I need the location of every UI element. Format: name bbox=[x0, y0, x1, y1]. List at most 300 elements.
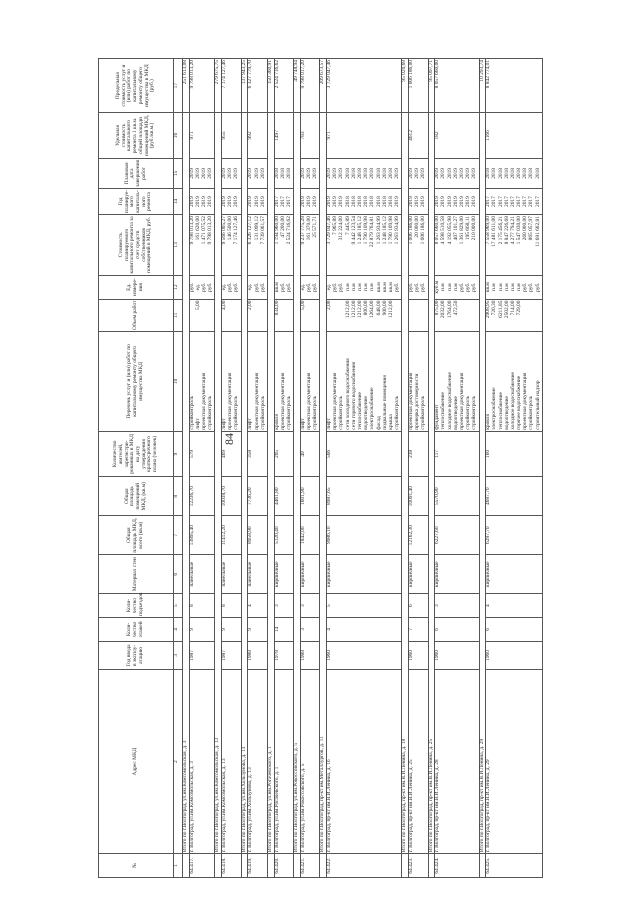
repair-year-line: 2019 bbox=[233, 196, 240, 207]
work-cost-line: 1 006 186,00 bbox=[420, 216, 427, 245]
completion-year-line: 2018 bbox=[522, 168, 529, 179]
work-type-line: сети холодного водоснабжения bbox=[344, 358, 351, 430]
floors: 4 bbox=[327, 618, 402, 642]
repair-year-line: 2017 bbox=[534, 196, 541, 207]
work-cost bbox=[327, 215, 402, 276]
address: г. Волгоград, пр-кт им.В.И.Ленина, д. 25 bbox=[408, 670, 428, 854]
work-unit-line: п.м bbox=[344, 283, 351, 291]
work-cost-line: 1 361 829,00 bbox=[458, 216, 465, 245]
entrances: 4 bbox=[248, 594, 268, 618]
work-type-line: лифт bbox=[247, 418, 254, 430]
address: г. Волгоград, ул.им.Рогачевского, д. 1 bbox=[274, 670, 294, 854]
repair-year bbox=[248, 189, 268, 215]
work-type-line: стройконтроль bbox=[528, 395, 535, 430]
completion-year-line: 2018 bbox=[375, 168, 382, 179]
completion-year-line: 2019 bbox=[465, 168, 472, 179]
work-volume-line: 2908,95 bbox=[485, 300, 492, 319]
repair-year-line: 2017 bbox=[509, 196, 516, 207]
completion-year-line: 2019 bbox=[420, 168, 427, 179]
completion-year-line: 2018 bbox=[516, 168, 523, 179]
work-unit-line: п.м bbox=[446, 283, 453, 291]
total-row bbox=[320, 59, 327, 878]
work-unit-line: п.м bbox=[452, 283, 459, 291]
column-number: 8 bbox=[174, 477, 183, 516]
work-unit-line: руб. bbox=[305, 282, 312, 292]
completion-year-line: 2019 bbox=[188, 168, 195, 179]
work-cost-line: 1 471 075,52 bbox=[201, 216, 208, 245]
cost-limit: 6 327 779,70 bbox=[248, 59, 268, 113]
cost-limit: 8 057 660,00 bbox=[435, 59, 479, 113]
work-unit-line: руб. bbox=[259, 282, 266, 292]
work-cost-line: 8 057 660,00 bbox=[434, 216, 441, 245]
work-volume-line: 472,50 bbox=[452, 300, 459, 316]
work-volume-line: 5,00 bbox=[299, 300, 306, 310]
work-type-line: водоотведение bbox=[503, 396, 510, 430]
work-type-line: проектная документация bbox=[332, 372, 339, 430]
work-type-line: лифт bbox=[221, 418, 228, 430]
work-unit-line: руб. bbox=[414, 282, 421, 292]
total-row bbox=[241, 59, 248, 878]
column-number: 16 bbox=[174, 113, 183, 159]
work-type-line: сети горячего водоснабжения bbox=[350, 361, 357, 430]
column-header: Удельная стоимость капитального ремонта 1 кв.м. общей площади помещений МКД, (руб./кв.м.) bbox=[99, 113, 174, 159]
repair-year-line: 2018 bbox=[344, 196, 351, 207]
work-cost-line: 7 965,89 bbox=[332, 216, 339, 235]
work-cost-line: 47 200,00 bbox=[279, 216, 286, 238]
repair-year-line: 2018 bbox=[363, 196, 370, 207]
wall-material: кирпичные bbox=[486, 555, 543, 594]
work-cost-line: 4 598 510,58 bbox=[440, 216, 447, 245]
total-row-cost: 251 613,08 bbox=[183, 59, 190, 113]
work-cost-line: 9 566 005,27 bbox=[221, 216, 228, 245]
work-unit-line: руб. bbox=[285, 282, 292, 292]
repair-year bbox=[274, 189, 294, 215]
column-header: Плановая дата завершения работ bbox=[99, 158, 174, 188]
repair-year-line: 2019 bbox=[465, 196, 472, 207]
completion-year bbox=[327, 158, 402, 188]
work-unit-line: п.м bbox=[503, 283, 510, 291]
work-type-line: лифт bbox=[299, 418, 306, 430]
work-cost-line: 3 729 047,46 bbox=[326, 216, 333, 245]
repair-year-line: 2019 bbox=[326, 196, 333, 207]
table-row bbox=[408, 59, 428, 878]
work-unit-line: кв.м bbox=[375, 282, 382, 293]
work-type bbox=[408, 332, 428, 432]
work-unit-line: ед. bbox=[194, 283, 201, 291]
work-type-line: холодное водоснабжение bbox=[446, 372, 453, 430]
work-cost-line: 1 263 934,99 bbox=[375, 216, 382, 245]
work-cost-line: 8 847 226,68 bbox=[503, 216, 510, 245]
work-cost-line: 1 790 109,98 bbox=[363, 216, 370, 245]
work-cost-line: 11 681 662,81 bbox=[534, 216, 541, 247]
work-volume-line bbox=[261, 301, 267, 331]
work-type-line: стройконтроль bbox=[420, 395, 427, 430]
completion-year-line: 2019 bbox=[227, 168, 234, 179]
completion-year-line: 2018 bbox=[387, 168, 394, 179]
work-cost-line: 17 481 611,00 bbox=[491, 216, 498, 247]
repair-year-line: 2017 bbox=[285, 196, 292, 207]
work-type-line: стройконтроль bbox=[465, 395, 472, 430]
total-row-cost: 279 675,75 bbox=[215, 59, 222, 113]
total-area: 13895,40 bbox=[189, 516, 215, 555]
completion-year-line: 2018 bbox=[356, 168, 363, 179]
floors: 9 bbox=[248, 618, 268, 642]
wall-material: кирпичные bbox=[435, 555, 479, 594]
repair-year-line: 2019 bbox=[440, 196, 447, 207]
work-type-line: проектная документация bbox=[458, 372, 465, 430]
work-volume-line: 2032,00 bbox=[440, 300, 447, 319]
cost-limit: 9 798 017,20 bbox=[300, 59, 320, 113]
completion-year bbox=[435, 158, 479, 188]
work-volume-line: 900,00 bbox=[381, 300, 388, 316]
repair-year-line: 2019 bbox=[194, 196, 201, 207]
work-type-line: теплоснабжение bbox=[497, 392, 504, 430]
total-row-label: Итого по г.Волгоград, пр-кт им.В.И.Ленина, д. 29 bbox=[479, 113, 486, 854]
repair-year-line: 2019 bbox=[299, 196, 306, 207]
floors: 14 bbox=[274, 618, 294, 642]
row-number: 64.424. bbox=[435, 854, 479, 878]
work-unit-line: руб. bbox=[420, 282, 427, 292]
repair-year-line: 2017 bbox=[497, 196, 504, 207]
wall-material: кирпичные bbox=[274, 555, 294, 594]
work-cost-line: 865 057,97 bbox=[528, 216, 535, 241]
work-volume bbox=[408, 299, 428, 332]
table-row bbox=[248, 59, 268, 878]
year-built: 1988 bbox=[248, 641, 268, 669]
completion-year-line: 2018 bbox=[491, 168, 498, 179]
floors: 6 bbox=[486, 618, 543, 642]
page-number: 84 bbox=[222, 433, 236, 445]
work-type-line: стройконтроль bbox=[285, 395, 292, 430]
work-cost-line: 22 879 764,81 bbox=[369, 216, 376, 248]
floors: 3 bbox=[300, 618, 320, 642]
column-header: Общая площадь помещений МКД, (кв.м) bbox=[99, 477, 174, 516]
column-header: Год ввода в эксплу-атацию bbox=[99, 641, 174, 669]
total-row-cost: 49 748,94 bbox=[294, 59, 301, 113]
work-cost bbox=[486, 215, 543, 276]
work-cost-line: 7 174 127,46 bbox=[233, 216, 240, 245]
work-type bbox=[248, 332, 268, 432]
work-unit-line: п.м bbox=[497, 283, 504, 291]
repair-year-line: 2019 bbox=[259, 196, 266, 207]
work-type-line: стройконтроль bbox=[188, 395, 195, 430]
repair-year-line: 2017 bbox=[516, 196, 523, 207]
work-volume bbox=[274, 299, 294, 332]
work-cost bbox=[222, 215, 242, 276]
completion-year bbox=[274, 158, 294, 188]
work-cost-line: 7 558 969,00 bbox=[485, 216, 492, 245]
repair-year-line: 2017 bbox=[503, 196, 510, 207]
total-row bbox=[267, 59, 274, 878]
total-row bbox=[428, 59, 435, 878]
work-type-line: лифт bbox=[194, 418, 201, 430]
table-row bbox=[189, 59, 215, 878]
total-area: 6227,60 bbox=[435, 516, 479, 555]
wall-material: кирпичные bbox=[408, 555, 428, 594]
floors: 7 bbox=[408, 618, 428, 642]
work-type-line: стройконтроль bbox=[471, 395, 478, 430]
total-area: 5120,40 bbox=[274, 516, 294, 555]
table-row bbox=[435, 59, 479, 878]
work-volume-line bbox=[287, 301, 293, 331]
column-header: Объем работ bbox=[99, 299, 174, 332]
entrances: 4 bbox=[486, 594, 543, 618]
total-area: 8958,90 bbox=[248, 516, 268, 555]
work-type-line: горячее водоснабжение bbox=[516, 375, 523, 430]
work-volume-line: 1764,00 bbox=[446, 300, 453, 319]
work-cost-line: 20 000,00 bbox=[414, 216, 421, 238]
work-cost bbox=[300, 215, 320, 276]
work-volume-line: 1212,00 bbox=[350, 300, 357, 319]
premises-area: 4687,70 bbox=[486, 477, 543, 516]
column-header: Общая площадь МКД, всего (кв.м) bbox=[99, 516, 174, 555]
work-unit-line: руб. bbox=[528, 282, 535, 292]
work-unit bbox=[435, 275, 479, 299]
repair-year-line: 2019 bbox=[221, 196, 228, 207]
total-row-cost: 95 020,68 bbox=[402, 59, 409, 113]
work-type-line: водоотведение bbox=[363, 396, 370, 430]
work-cost bbox=[408, 215, 428, 276]
unit-cost: 4612 bbox=[408, 113, 428, 159]
total-row-label: Итого по г.Волгоград, пр-кт им.В.И.Ленина, д. 25 bbox=[428, 113, 435, 854]
row-number: 64.425. bbox=[486, 854, 543, 878]
entrances: 3 bbox=[274, 594, 294, 618]
repair-year bbox=[327, 189, 402, 215]
work-unit-line: руб. bbox=[227, 282, 234, 292]
work-cost-line: 25 571,71 bbox=[312, 216, 319, 238]
work-unit-line: п.м bbox=[350, 283, 357, 291]
work-type-line: кровля bbox=[273, 414, 280, 430]
repair-year-line: 2019 bbox=[332, 196, 339, 207]
completion-year-line: 2018 bbox=[509, 168, 516, 179]
residents: 238 bbox=[408, 431, 428, 477]
work-unit-line: руб. bbox=[201, 282, 208, 292]
repair-year-line: 2019 bbox=[305, 196, 312, 207]
work-volume-line: 1264,00 bbox=[369, 300, 376, 319]
completion-year-line: 2019 bbox=[326, 168, 333, 179]
work-volume-line: 648,00 bbox=[375, 300, 382, 316]
work-volume-line: 720,30 bbox=[491, 300, 498, 316]
work-type-line: проектная документация bbox=[407, 372, 414, 430]
total-row-label: Итого по г.Волгоград, ул.им.Рокоссовского, д. 5 bbox=[294, 113, 301, 854]
work-type-line: водоотведение bbox=[452, 396, 459, 430]
work-cost-line: 4 277 794,21 bbox=[509, 216, 516, 245]
column-header: № bbox=[99, 854, 174, 878]
premises-area: 4461,80 bbox=[274, 477, 294, 516]
work-volume-line: 2502,00 bbox=[503, 300, 510, 319]
work-cost-line: 210 000,00 bbox=[471, 216, 478, 241]
total-row-cost: 150 360,91 bbox=[267, 59, 274, 113]
row-number: 64.417. bbox=[189, 854, 215, 878]
work-cost-line: 161 370,00 bbox=[305, 216, 312, 241]
repair-year-line: 2018 bbox=[375, 196, 382, 207]
address: г. Волгоград, пр-кт им.В.И.Ленина, д. 28 bbox=[435, 670, 479, 854]
completion-year-line: 2019 bbox=[247, 168, 254, 179]
repair-year-line: 2019 bbox=[253, 196, 260, 207]
cost-limit: 8 842 774,01 bbox=[486, 59, 543, 113]
work-type-line: проектная документация bbox=[305, 372, 312, 430]
completion-year bbox=[300, 158, 320, 188]
work-unit-line: руб. bbox=[207, 282, 214, 292]
repair-year-line: 2018 bbox=[381, 196, 388, 207]
work-type-line: теплоснабжение bbox=[356, 392, 363, 430]
repair-year bbox=[222, 189, 242, 215]
wall-material: кирпичные bbox=[327, 555, 402, 594]
completion-year-line: 2018 bbox=[279, 168, 286, 179]
total-area: 11412,20 bbox=[222, 516, 242, 555]
work-unit bbox=[486, 275, 543, 299]
column-number: 9 bbox=[174, 431, 183, 477]
work-unit-line: руб. bbox=[394, 282, 401, 292]
repair-year-line: 2017 bbox=[491, 196, 498, 207]
table-row bbox=[327, 59, 402, 878]
work-volume-line bbox=[234, 301, 240, 331]
work-unit-line: руб. bbox=[312, 282, 319, 292]
column-header: Материал стен bbox=[99, 555, 174, 594]
work-type bbox=[486, 332, 543, 432]
completion-year-line: 2019 bbox=[312, 168, 319, 179]
table-row bbox=[486, 59, 543, 878]
work-unit-line: п.м bbox=[509, 283, 516, 291]
unit-cost: 955 bbox=[222, 113, 242, 159]
work-type-line: проектная документация bbox=[253, 372, 260, 430]
wall-material: панельные bbox=[222, 555, 242, 594]
work-type-line: проектная документация bbox=[227, 372, 234, 430]
work-type-line: холодное водоснабжение bbox=[509, 372, 516, 430]
column-number: 2 bbox=[174, 670, 183, 854]
completion-year-line: 2019 bbox=[259, 168, 266, 179]
address: г. Волгоград, ул.им.Комсомольская, д. 3 bbox=[189, 670, 215, 854]
work-type-line: стройконтроль bbox=[233, 395, 240, 430]
wall-material: кирпичные bbox=[300, 555, 320, 594]
total-row bbox=[183, 59, 190, 878]
completion-year-line: 2018 bbox=[369, 168, 376, 179]
work-type-line: стройконтроль bbox=[312, 395, 319, 430]
cost-limit: 7 174 127,46 bbox=[222, 59, 242, 113]
residents: 160 bbox=[486, 431, 543, 477]
work-cost-line: 4 192 055,98 bbox=[446, 216, 453, 245]
work-cost-line: 9 237 775,28 bbox=[299, 216, 306, 245]
repair-year-line: 2017 bbox=[485, 196, 492, 207]
work-unit-line: ед. bbox=[299, 283, 306, 291]
residents: 358 bbox=[248, 431, 268, 477]
premises-area: 10038,70 bbox=[222, 477, 242, 516]
work-cost-line: 9 442 123,54 bbox=[350, 216, 357, 245]
work-unit-line: п.м bbox=[369, 283, 376, 291]
total-row-label: Итого по г.Волгоград, ул.им.Хользунова, д. 13 bbox=[241, 113, 248, 854]
work-type-line: стройконтроль bbox=[394, 395, 401, 430]
repair-year-line: 2019 bbox=[227, 196, 234, 207]
work-cost-line: 1 248 185,12 bbox=[381, 216, 388, 245]
work-volume-line bbox=[395, 301, 401, 331]
repair-year-line: 2018 bbox=[387, 196, 394, 207]
completion-year bbox=[189, 158, 215, 188]
completion-year-line: 2019 bbox=[332, 168, 339, 179]
year-built: 1978 bbox=[274, 641, 294, 669]
column-number: 11 bbox=[174, 299, 183, 332]
cost-limit: 9 798 013,20 bbox=[189, 59, 215, 113]
work-cost bbox=[274, 215, 294, 276]
column-header: Коли-чество этажей bbox=[99, 618, 174, 642]
total-row-label: Итого по г.Волгоград, пр-кт им.Металлургов, д. 11 bbox=[320, 113, 327, 854]
address: г. Волгоград, ул.им.Комсомольская, д. 13 bbox=[222, 670, 242, 854]
year-built: 1960 bbox=[408, 641, 428, 669]
column-number: 4 bbox=[174, 618, 183, 642]
repair-year-line: 2017 bbox=[279, 196, 286, 207]
work-volume-line: 1212,00 bbox=[356, 300, 363, 319]
completion-year-line: 2019 bbox=[452, 168, 459, 179]
work-type-line: крыша bbox=[387, 414, 394, 430]
total-row bbox=[294, 59, 301, 878]
completion-year-line: 2019 bbox=[407, 168, 414, 179]
table-row bbox=[274, 59, 294, 878]
column-number: 5 bbox=[174, 594, 183, 618]
entrances: 5 bbox=[327, 594, 402, 618]
work-volume-line bbox=[536, 301, 542, 331]
table-header bbox=[99, 59, 183, 878]
completion-year-line: 2019 bbox=[305, 168, 312, 179]
completion-year-line: 2018 bbox=[273, 168, 280, 179]
work-volume-line: 1212,00 bbox=[344, 300, 351, 319]
completion-year-line: 2019 bbox=[471, 168, 478, 179]
work-cost-line: 1 006 186,00 bbox=[407, 216, 414, 245]
work-cost-line: 161 620,00 bbox=[194, 216, 201, 241]
repair-year-line: 2017 bbox=[522, 196, 529, 207]
completion-year-line: 2019 bbox=[414, 168, 421, 179]
total-area: 12162,30 bbox=[408, 516, 428, 555]
address: г. Волгоград, пр-кт им.В.И.Ленина, д. 29 bbox=[486, 670, 543, 854]
completion-year-line: 2018 bbox=[344, 168, 351, 179]
work-volume-line bbox=[472, 301, 478, 331]
repair-year-line: 2019 bbox=[201, 196, 208, 207]
premises-area: 7736,20 bbox=[248, 477, 268, 516]
repair-year-line: 2018 bbox=[350, 196, 357, 207]
completion-year-line: 2019 bbox=[221, 168, 228, 179]
work-volume bbox=[300, 299, 320, 332]
repair-year-line: 2019 bbox=[434, 196, 441, 207]
work-volume bbox=[327, 299, 402, 332]
work-cost-line: 7 445,89 bbox=[344, 216, 351, 235]
work-volume-line bbox=[208, 301, 214, 331]
work-cost-line: 146 500,00 bbox=[227, 216, 234, 241]
column-header: Предельная стоимость услуг и (или) работ по капитальному ремонту общего имущества в МКД (руб.) bbox=[99, 59, 174, 113]
residents: 469 bbox=[222, 431, 242, 477]
work-unit-line: п.м bbox=[491, 283, 498, 291]
repair-year-line: 2019 bbox=[471, 196, 478, 207]
work-type-line: стройконтроль bbox=[259, 395, 266, 430]
total-row-cost: 137 943,25 bbox=[241, 59, 248, 113]
work-volume bbox=[435, 299, 479, 332]
work-cost-line: 2 524 716,62 bbox=[285, 216, 292, 245]
completion-year-line: 2018 bbox=[381, 168, 388, 179]
table-row bbox=[300, 59, 320, 878]
work-volume bbox=[189, 299, 215, 332]
column-number: 13 bbox=[174, 215, 183, 276]
total-row-label: Итого по г.Волгоград, ул.им.Комсомольская, д. 3 bbox=[183, 113, 190, 854]
column-number: 3 bbox=[174, 641, 183, 669]
work-unit bbox=[189, 275, 215, 299]
floors: 9 bbox=[222, 618, 242, 642]
work-type bbox=[189, 332, 215, 432]
work-unit-line: ед. bbox=[247, 283, 254, 291]
completion-year bbox=[486, 158, 543, 188]
entrances: 8 bbox=[189, 594, 215, 618]
work-cost-line: 312 224,00 bbox=[338, 216, 345, 241]
work-volume-line: 2,00 bbox=[247, 300, 254, 310]
year-built: 1987 bbox=[222, 641, 242, 669]
column-header: Ед. измере-ния bbox=[99, 275, 174, 299]
work-unit-line: руб. bbox=[465, 282, 472, 292]
